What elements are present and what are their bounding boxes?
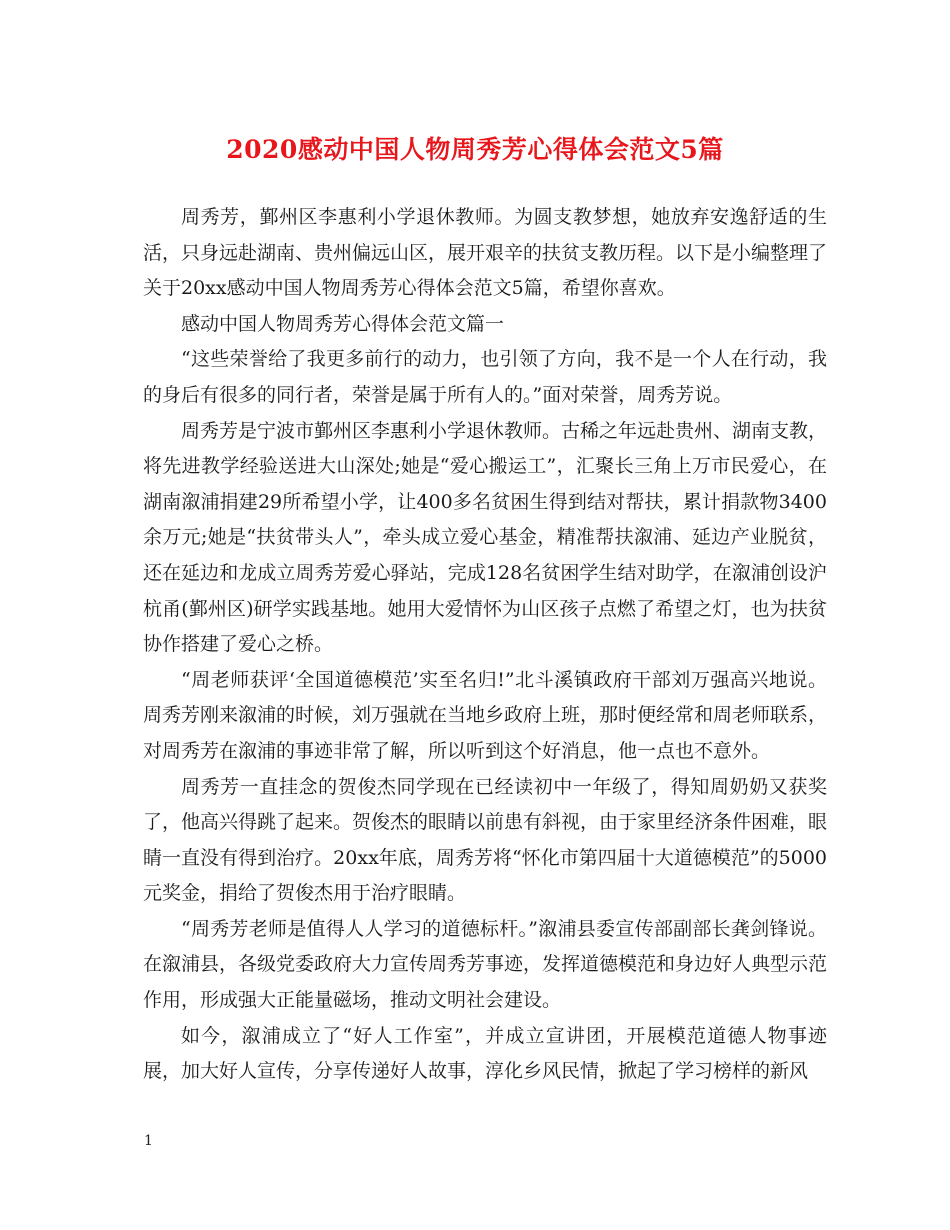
page-number: 1: [144, 1133, 153, 1149]
section-heading: 感动中国人物周秀芳心得体会范文篇一: [181, 312, 505, 335]
paragraph: “周秀芳老师是值得人人学习的道德标杆。”溆浦县委宣传部副部长龚剑锋说。在溆浦县，各级党委政府大力宣传周秀芳事迹，发挥道德模范和身边好人典型示范作用，形成强大正能量磁场，推动文明社会建设。: [143, 917, 828, 1012]
document-body: [143, 200, 827, 1090]
paragraph: 周秀芳是宁波市鄞州区李惠利小学退休教师。古稀之年远赴贵州、湖南支教，将先进教学经验送进大山深处;她是“爱心搬运工”，汇聚长三角上万市民爱心，在湖南溆浦捐建29所希望小学，让400多名贫困生得到结对帮扶，累计捐款物3400余万元;她是“扶贫带头人”，牵头成立爱心基金，精准帮扶溆浦、延边产业脱贫，还在延边和龙成立周秀芳爱心驿站，完成128名贫困学生结对助学，在溆浦创设沪杭甬(鄞州区)研学实践基地。她用大爱情怀为山区孩子点燃了希望之灯，也为扶贫协作搭建了爱心之桥。: [143, 419, 828, 656]
paragraph: “周老师获评‘全国道德模范’实至名归!”北斗溪镇政府干部刘万强高兴地说。周秀芳刚来溆浦的时候，刘万强就在当地乡政府上班，那时便经常和周老师联系，对周秀芳在溆浦的事迹非常了解，所以听到这个好消息，他一点也不意外。: [143, 668, 828, 762]
paragraph-intro: 周秀芳，鄞州区李惠利小学退休教师。为圆支教梦想，她放弃安逸舒适的生活，只身远赴湖南、贵州偏远山区，展开艰辛的扶贫支教历程。以下是小编整理了关于20xx感动中国人物周秀芳心得体会范文5篇，希望你喜欢。: [143, 206, 828, 300]
paragraph: 周秀芳一直挂念的贺俊杰同学现在已经读初中一年级了，得知周奶奶又获奖了，他高兴得跳了起来。贺俊杰的眼睛以前患有斜视，由于家里经济条件困难，眼睛一直没有得到治疗。20xx年底，周秀芳将“怀化市第四届十大道德模范”的5000元奖金，捐给了贺俊杰用于治疗眼睛。: [143, 775, 828, 905]
paragraph: “这些荣誉给了我更多前行的动力，也引领了方向，我不是一个人在行动，我的身后有很多的同行者，荣誉是属于所有人的。”面对荣誉，周秀芳说。: [143, 348, 827, 406]
document-title: 2020感动中国人物周秀芳心得体会范文5篇: [226, 135, 724, 164]
paragraph: 如今，溆浦成立了“好人工作室”，并成立宣讲团，开展模范道德人物事迹展，加大好人宣传，分享传递好人故事，淳化乡风民情，掀起了学习榜样的新风: [143, 1024, 827, 1083]
